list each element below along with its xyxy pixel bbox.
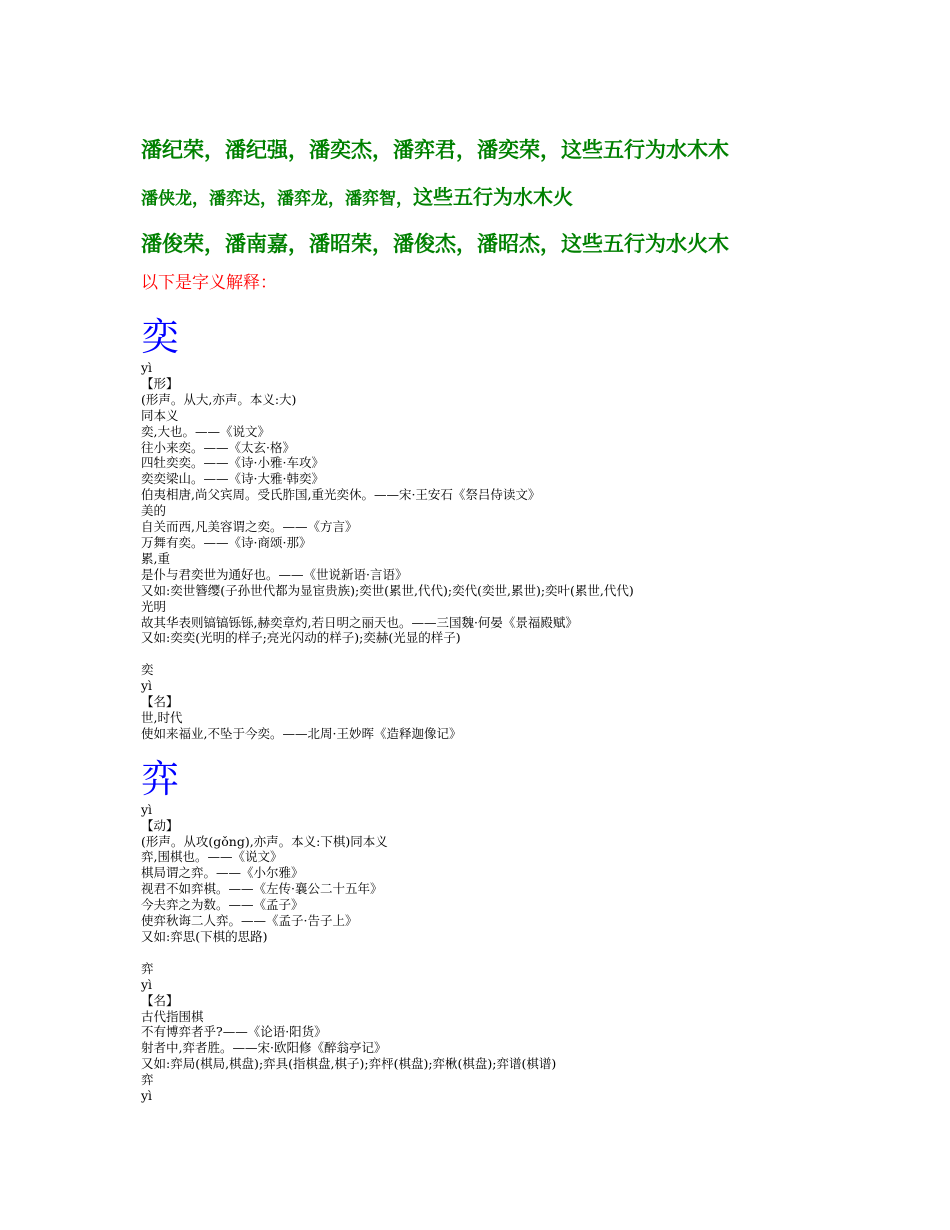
intro-text: 以下是字义解释： xyxy=(141,273,277,293)
definition-line: 射者中,弈者胜。——宋·欧阳修《醉翁亭记》 xyxy=(141,1040,387,1056)
definition-line: (形声。从大,亦声。本义:大) xyxy=(141,391,297,407)
entry-2-character: 弈 xyxy=(141,756,180,801)
definition-line: 又如:奕奕(光明的样子;亮光闪动的样子);奕赫(光显的样子) xyxy=(141,630,461,646)
headline-names-line-3: 潘俊荣，潘南嘉，潘昭荣，潘俊杰，潘昭杰，这些五行为水火木 xyxy=(141,231,729,256)
definition-line: 伯夷相唐,尚父宾周。受氏胙国,重光奕休。——宋·王安石《祭吕侍读文》 xyxy=(141,487,541,503)
definition-line: 美的 xyxy=(141,503,167,519)
headline-names-line-2-tail: 这些五行为水木火 xyxy=(413,185,573,209)
definition-line: yì xyxy=(141,801,153,817)
definition-line: 自关而西,凡美容谓之奕。——《方言》 xyxy=(141,519,358,535)
headline-names-line-2-names: 潘侠龙，潘弈达，潘弈龙，潘弈智， xyxy=(141,189,413,209)
definition-line: 古代指围棋 xyxy=(141,1008,204,1024)
definition-line: 累,重 xyxy=(141,550,170,566)
definition-line: 同本义 xyxy=(141,407,179,423)
headline-names-line-1: 潘纪荣，潘纪强，潘奕杰，潘弈君，潘奕荣，这些五行为水木木 xyxy=(141,137,729,162)
definition-line: 【动】 xyxy=(141,817,179,833)
definition-line: 奕 xyxy=(141,662,154,678)
definition-line: 【形】 xyxy=(141,375,179,391)
entry-1-definition xyxy=(141,360,901,646)
blank-line xyxy=(141,945,901,961)
definition-line: 今夫弈之为数。——《孟子》 xyxy=(141,897,304,913)
definition-line: 【名】 xyxy=(141,694,179,710)
headline-names-line-2 xyxy=(141,182,901,214)
definition-line: 奕,大也。——《说文》 xyxy=(141,423,270,439)
definition-line: 不有博弈者乎?——《论语·阳货》 xyxy=(141,1024,327,1040)
definition-line: yì xyxy=(141,976,153,992)
definition-line: 弈 xyxy=(141,1072,154,1088)
definition-line: 奕奕梁山。——《诗·大雅·韩奕》 xyxy=(141,471,324,487)
definition-line: 【名】 xyxy=(141,992,179,1008)
definition-line: 往小来奕。——《太玄·格》 xyxy=(141,439,295,455)
definition-line: 弈,围棋也。——《说文》 xyxy=(141,849,283,865)
definition-line: 万舞有奕。——《诗·商颂·那》 xyxy=(141,534,312,550)
definition-line: 使弈秋诲二人弈。——《孟子·告子上》 xyxy=(141,913,358,929)
definition-line: yì xyxy=(141,360,153,375)
entry-2-noun-definition xyxy=(141,961,901,1104)
definition-line: 又如:弈局(棋局,棋盘);弈具(指棋盘,棋子);弈枰(棋盘);弈楸(棋盘);弈谱(棋谱) xyxy=(141,1056,557,1072)
definition-line: 使如来福业,不坠于今奕。——北周·王妙晖《造释迦像记》 xyxy=(141,725,462,741)
definition-line: 四牡奕奕。——《诗·小雅·车攻》 xyxy=(141,455,324,471)
entry-2-definition xyxy=(141,802,901,945)
definition-line: 是仆与君奕世为通好也。——《世说新语·言语》 xyxy=(141,566,408,582)
definition-line: 又如:奕世簪缨(子孙世代都为显宦贵族);奕世(累世,代代);奕代(奕世,累世);奕叶(累世,代代) xyxy=(141,582,634,598)
definition-line: 视君不如弈棋。——《左传·襄公二十五年》 xyxy=(141,881,383,897)
definition-line: 又如:弈思(下棋的思路) xyxy=(141,928,268,944)
entry-1-noun-definition xyxy=(141,662,901,742)
definition-line: 世,时代 xyxy=(141,709,183,725)
definition-line: 故其华表则镐镐铄铄,赫奕章灼,若日明之丽天也。——三国魏·何晏《景福殿赋》 xyxy=(141,614,578,630)
definition-line: yì xyxy=(141,678,153,694)
definition-line: (形声。从攻(gǒng),亦声。本义:下棋)同本义 xyxy=(141,833,388,849)
blank-line xyxy=(141,646,901,662)
entry-1-character: 奕 xyxy=(141,315,180,359)
definition-line: 光明 xyxy=(141,598,167,614)
document-page xyxy=(141,128,901,1104)
definition-line: 棋局谓之弈。——《小尔雅》 xyxy=(141,865,304,881)
definition-line: 弈 xyxy=(141,960,154,976)
definition-line: yì xyxy=(141,1088,153,1104)
